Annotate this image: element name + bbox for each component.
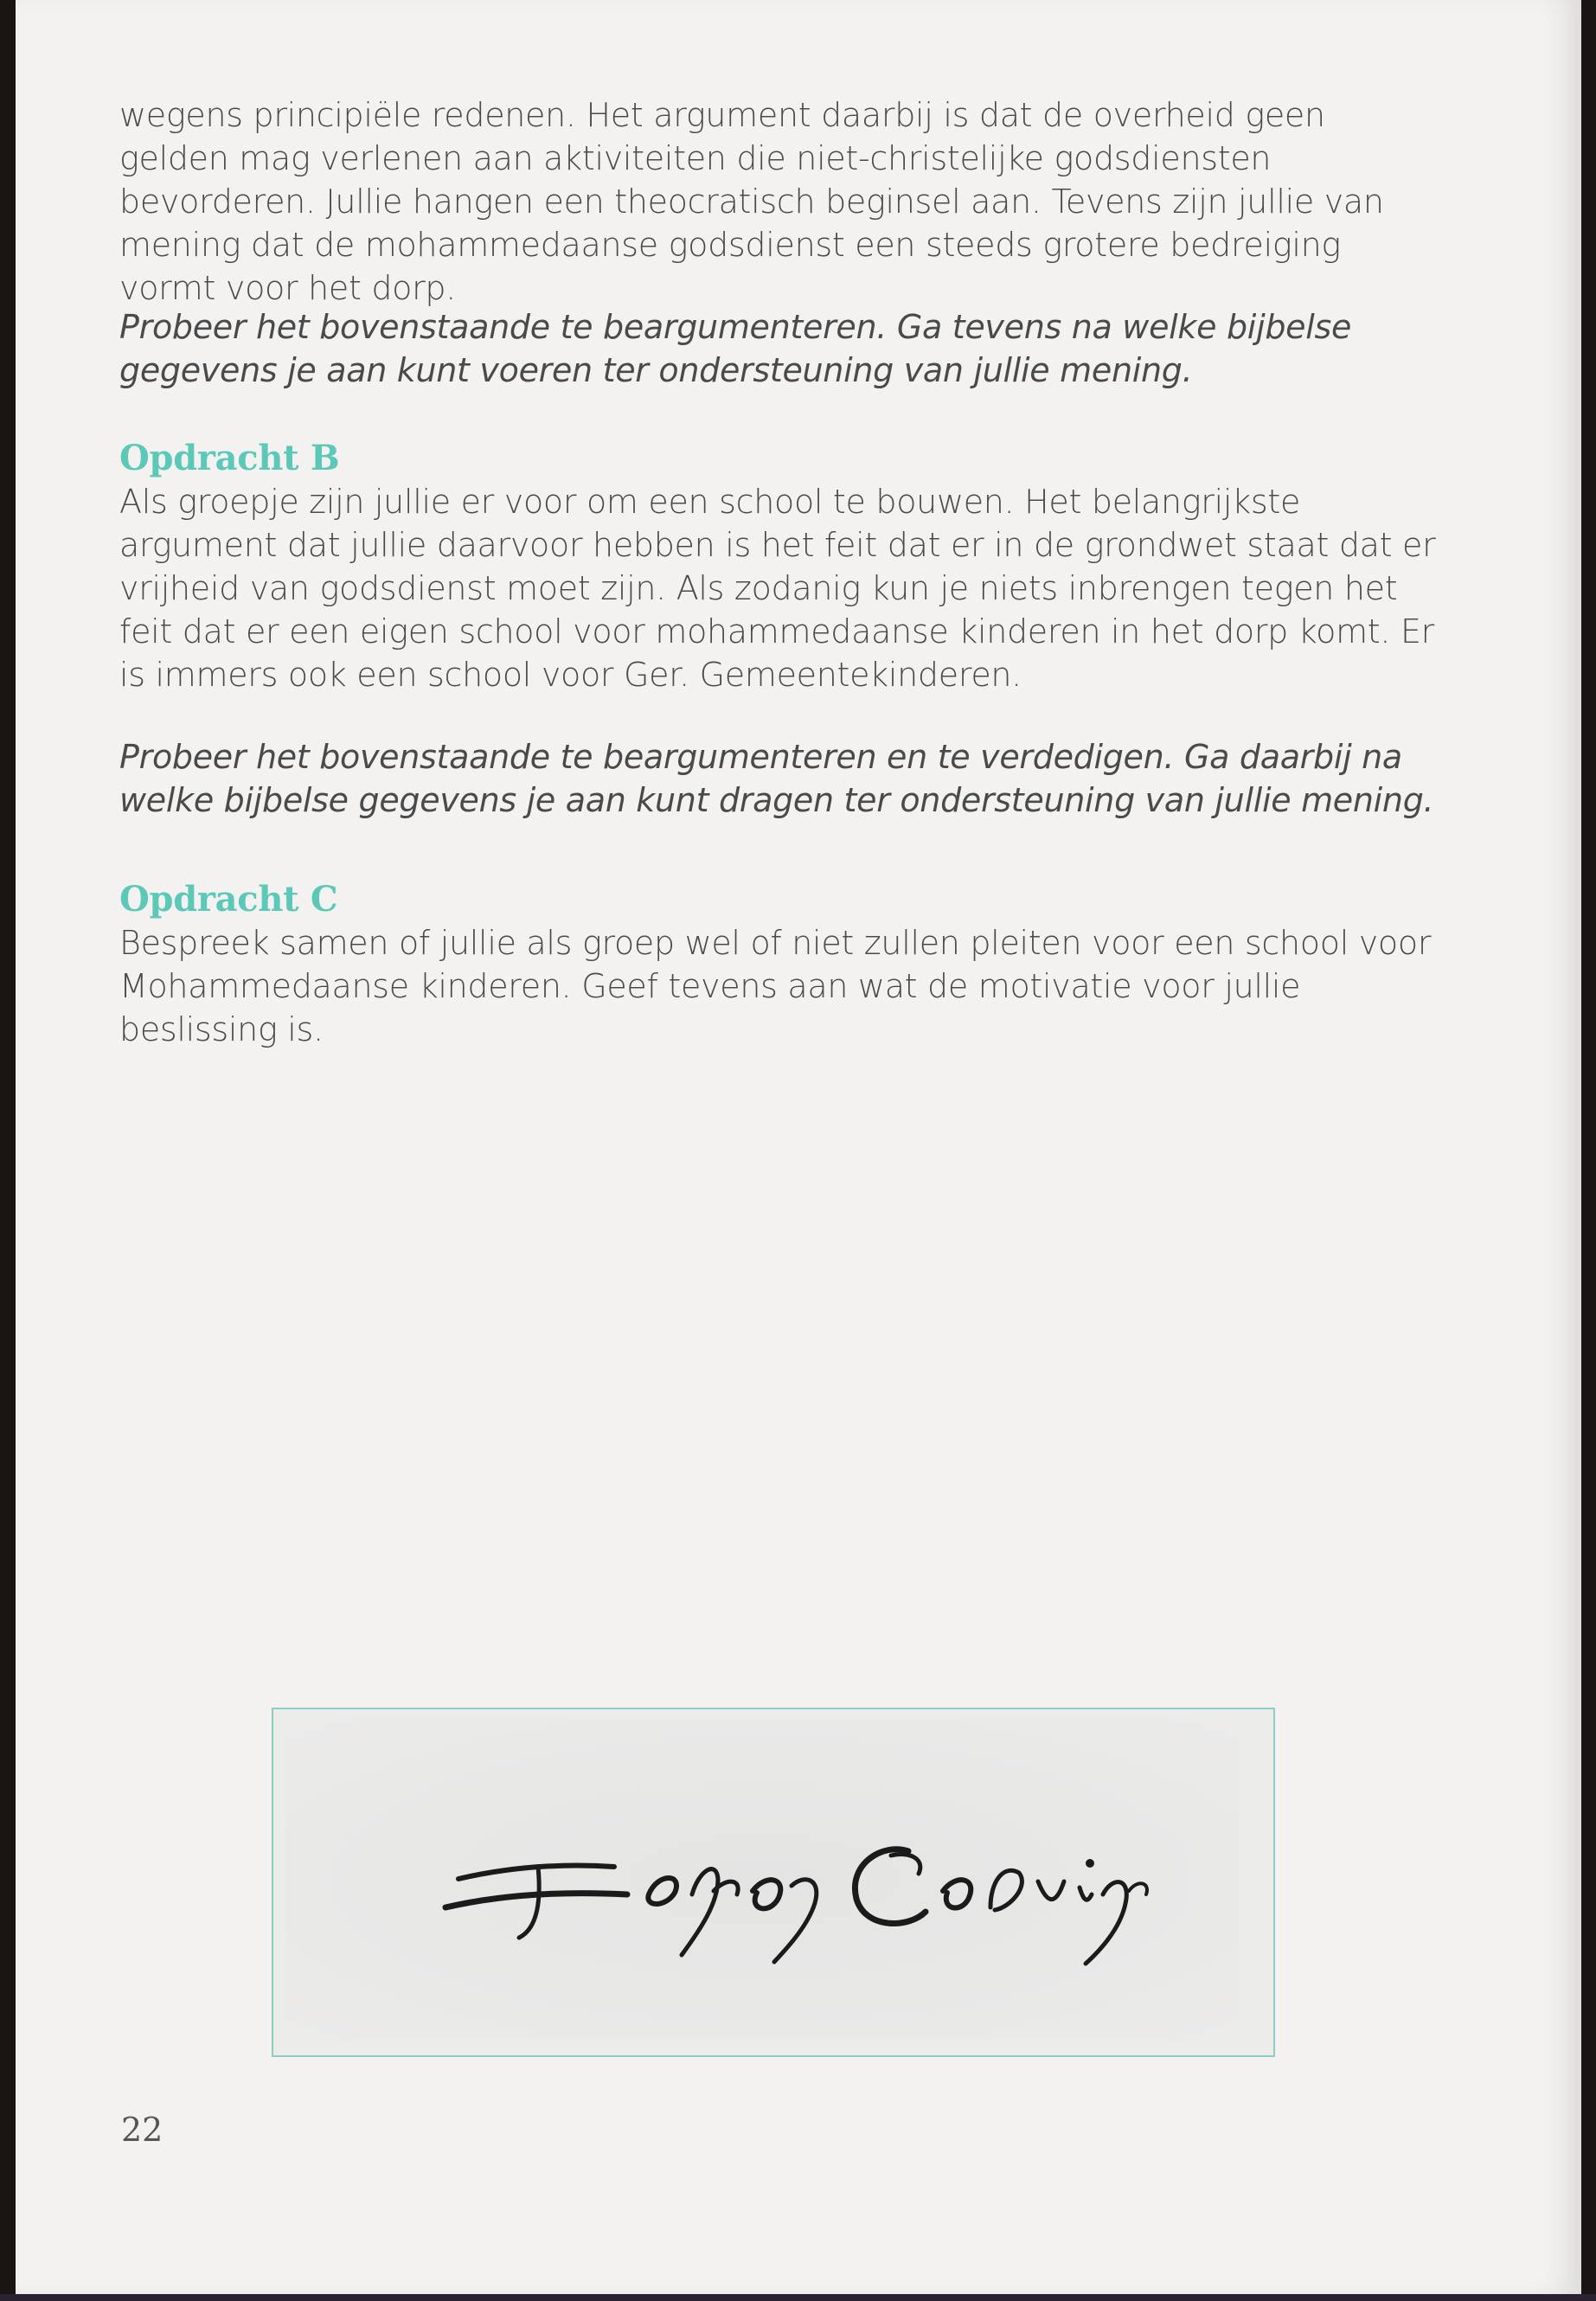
section-b-body: Als groepje zijn jullie er voor om een school te bouwen. Het belangrijkste argument dat jullie daarvoor hebben is het feit dat er in de grondwet staat dat er vrijheid van godsdienst moet zijn. Als zodanig kun je niets inbrengen tegen het feit dat er een eigen school voor mohammedaanse kinderen in het dorp komt. Er is immers ook een school voor Ger. Gemeentekinderen.: [119, 483, 1436, 694]
document-page: [16, 0, 1581, 2294]
intro-instruction: Probeer het bovenstaande te beargumenteren. Ga tevens na welke bijbelse gegevens je aan kunt voeren ter ondersteuning van jullie mening.: [119, 308, 1352, 389]
section-b-instruction: Probeer het bovenstaande te beargumenteren en te verdedigen. Ga daarbij na welke bijbelse gegevens je aan kunt dragen ter ondersteuning van jullie mening.: [119, 738, 1434, 819]
signature-image: [285, 1721, 1237, 2038]
heading-opdracht-c: Opdracht C: [119, 879, 338, 920]
intro-instruction-section: [119, 305, 1439, 392]
page-number: 22: [121, 2111, 163, 2149]
intro-section: [119, 93, 1439, 310]
section-c-body: Bespreek samen of jullie als groep wel of niet zullen pleiten voor een school voor Mohammedaanse kinderen. Geef tevens aan wat de motivatie voor jullie beslissing is.: [119, 924, 1432, 1048]
page-edge: [0, 2294, 1596, 2301]
section-c: [119, 878, 1439, 1051]
section-b-instruction-block: [119, 735, 1439, 822]
signature-frame: [272, 1708, 1275, 2057]
section-b: [119, 437, 1439, 696]
intro-paragraph: wegens principiële redenen. Het argument daarbij is dat de overheid geen gelden mag verlenen aan aktiviteiten die niet-christelijke godsdiensten bevorderen. Jullie hangen een theocratisch beginsel aan. Tevens zijn jullie van mening dat de mohammedaanse godsdienst een steeds grotere bedreiging vormt voor het dorp.: [119, 96, 1384, 307]
signature-background: [285, 1721, 1239, 2038]
heading-opdracht-b: Opdracht B: [119, 438, 340, 478]
